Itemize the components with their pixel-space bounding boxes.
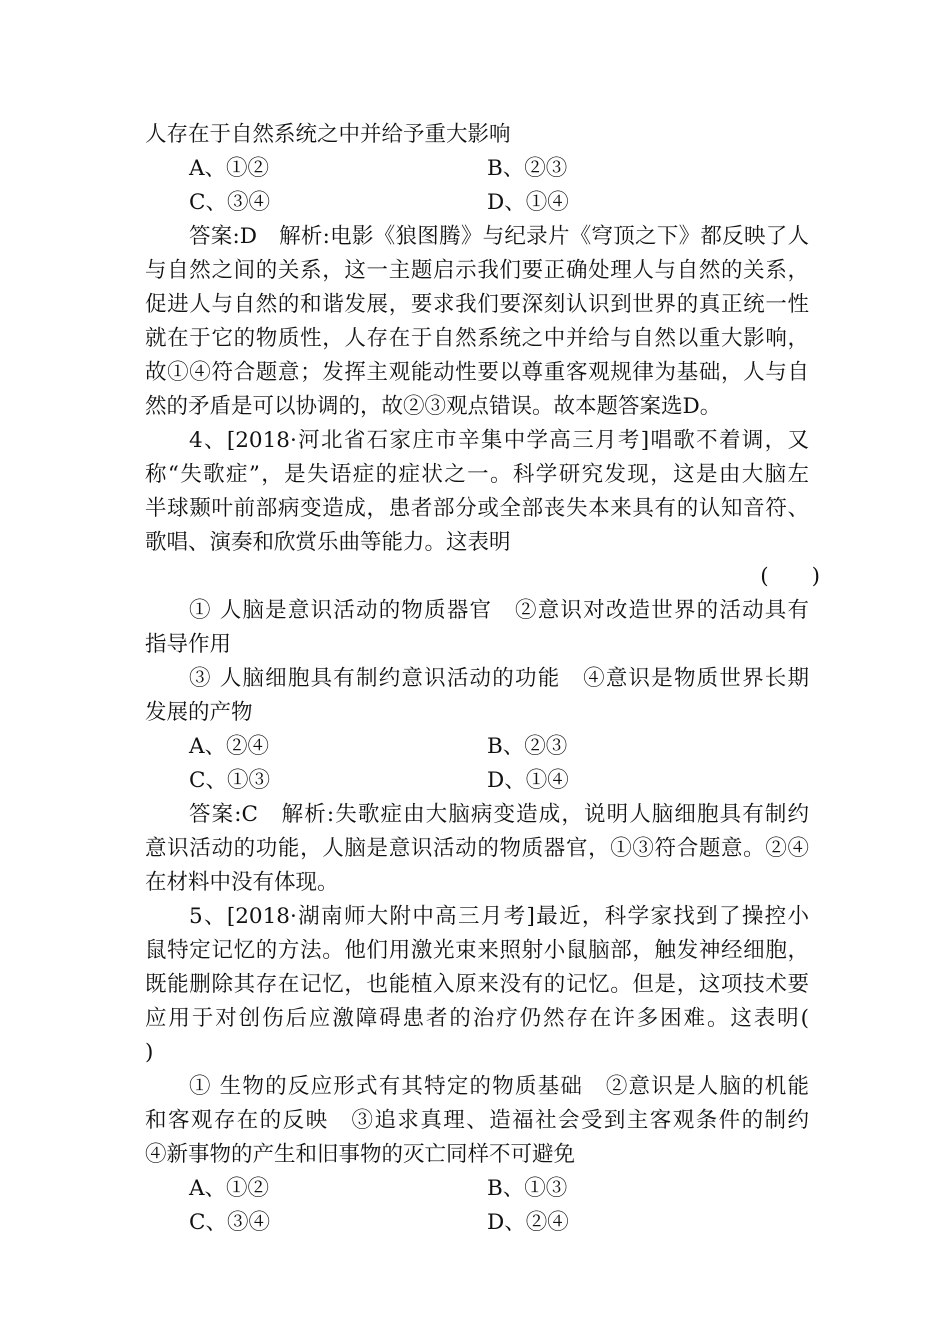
q3-answer-line: 与自然之间的关系，这一主题启示我们要正确处理人与自然的关系，: [145, 258, 809, 283]
q5-item-line: 和客观存在的反映 ③追求真理、造福社会受到主客观条件的制约: [145, 1108, 809, 1133]
q4-stem-line: 称“失歌症”，是失语症的症状之一。科学研究发现，这是由大脑左: [145, 462, 809, 487]
q3-option-d: D、①④: [487, 190, 569, 215]
q4-stem-line: 歌唱、演奏和欣赏乐曲等能力。这表明: [145, 530, 511, 555]
q4-item-line: ③ 人脑细胞具有制约意识活动的功能 ④意识是物质世界长期: [189, 666, 809, 691]
q3-answer-line: 促进人与自然的和谐发展，要求我们要深刻认识到世界的真正统一性: [145, 292, 809, 317]
q5-option-a: A、①②: [189, 1176, 270, 1201]
q3-answer-line: 就在于它的物质性，人存在于自然系统之中并给与自然以重大影响，: [145, 326, 809, 351]
q5-stem-line: 既能删除其存在记忆，也能植入原来没有的记忆。但是，这项技术要: [145, 972, 809, 997]
q3-option-b: B、②③: [487, 156, 568, 181]
q4-option-c: C、①③: [189, 768, 270, 793]
q3-answer-line: 然的矛盾是可以协调的，故②③观点错误。故本题答案选D。: [145, 394, 722, 419]
q4-answer-line: 在材料中没有体现。: [145, 870, 339, 895]
q5-option-b: B、①③: [487, 1176, 568, 1201]
q4-stem-line: 半球颞叶前部病变造成，患者部分或全部丧失本来具有的认知音符、: [145, 496, 809, 521]
q4-option-b: B、②③: [487, 734, 568, 759]
q4-item-line: 指导作用: [145, 632, 232, 657]
q3-answer-line: 答案:D 解析:电影《狼图腾》与纪录片《穹顶之下》都反映了人: [189, 224, 809, 249]
q4-option-a: A、②④: [189, 734, 270, 759]
q5-item-line: ④新事物的产生和旧事物的灭亡同样不可避免: [145, 1142, 576, 1167]
q4-item-line: ① 人脑是意识活动的物质器官 ②意识对改造世界的活动具有: [189, 598, 809, 623]
q5-stem-line: 应用于对创伤后应激障碍患者的治疗仍然存在许多困难。这表明(: [145, 1006, 809, 1031]
q5-item-line: ① 生物的反应形式有其特定的物质基础 ②意识是人脑的机能: [189, 1074, 809, 1099]
q3-answer-line: 故①④符合题意；发挥主观能动性要以尊重客观规律为基础，人与自: [145, 360, 809, 385]
q4-answer-line: 答案:C 解析:失歌症由大脑病变造成，说明人脑细胞具有制约: [189, 802, 809, 827]
q4-item-line: 发展的产物: [145, 700, 253, 725]
q3-option-a: A、①②: [189, 156, 270, 181]
q5-stem-line: 5、[2018·湖南师大附中高三月考]最近，科学家找到了操控小: [189, 904, 809, 929]
q5-stem-line: 鼠特定记忆的方法。他们用激光束来照射小鼠脑部，触发神经细胞，: [145, 938, 809, 963]
q3-stem-continuation: 人存在于自然系统之中并给予重大影响: [145, 122, 511, 147]
q4-answer-line: 意识活动的功能，人脑是意识活动的物质器官，①③符合题意。②④: [145, 836, 809, 861]
q5-option-c: C、③④: [189, 1210, 270, 1235]
q4-answer-blank: ( ): [760, 564, 820, 589]
q3-option-c: C、③④: [189, 190, 270, 215]
q5-stem-line: ): [145, 1040, 154, 1065]
q4-stem-line: 4、[2018·河北省石家庄市辛集中学高三月考]唱歌不着调，又: [189, 428, 809, 453]
q5-option-d: D、②④: [487, 1210, 569, 1235]
q4-option-d: D、①④: [487, 768, 569, 793]
